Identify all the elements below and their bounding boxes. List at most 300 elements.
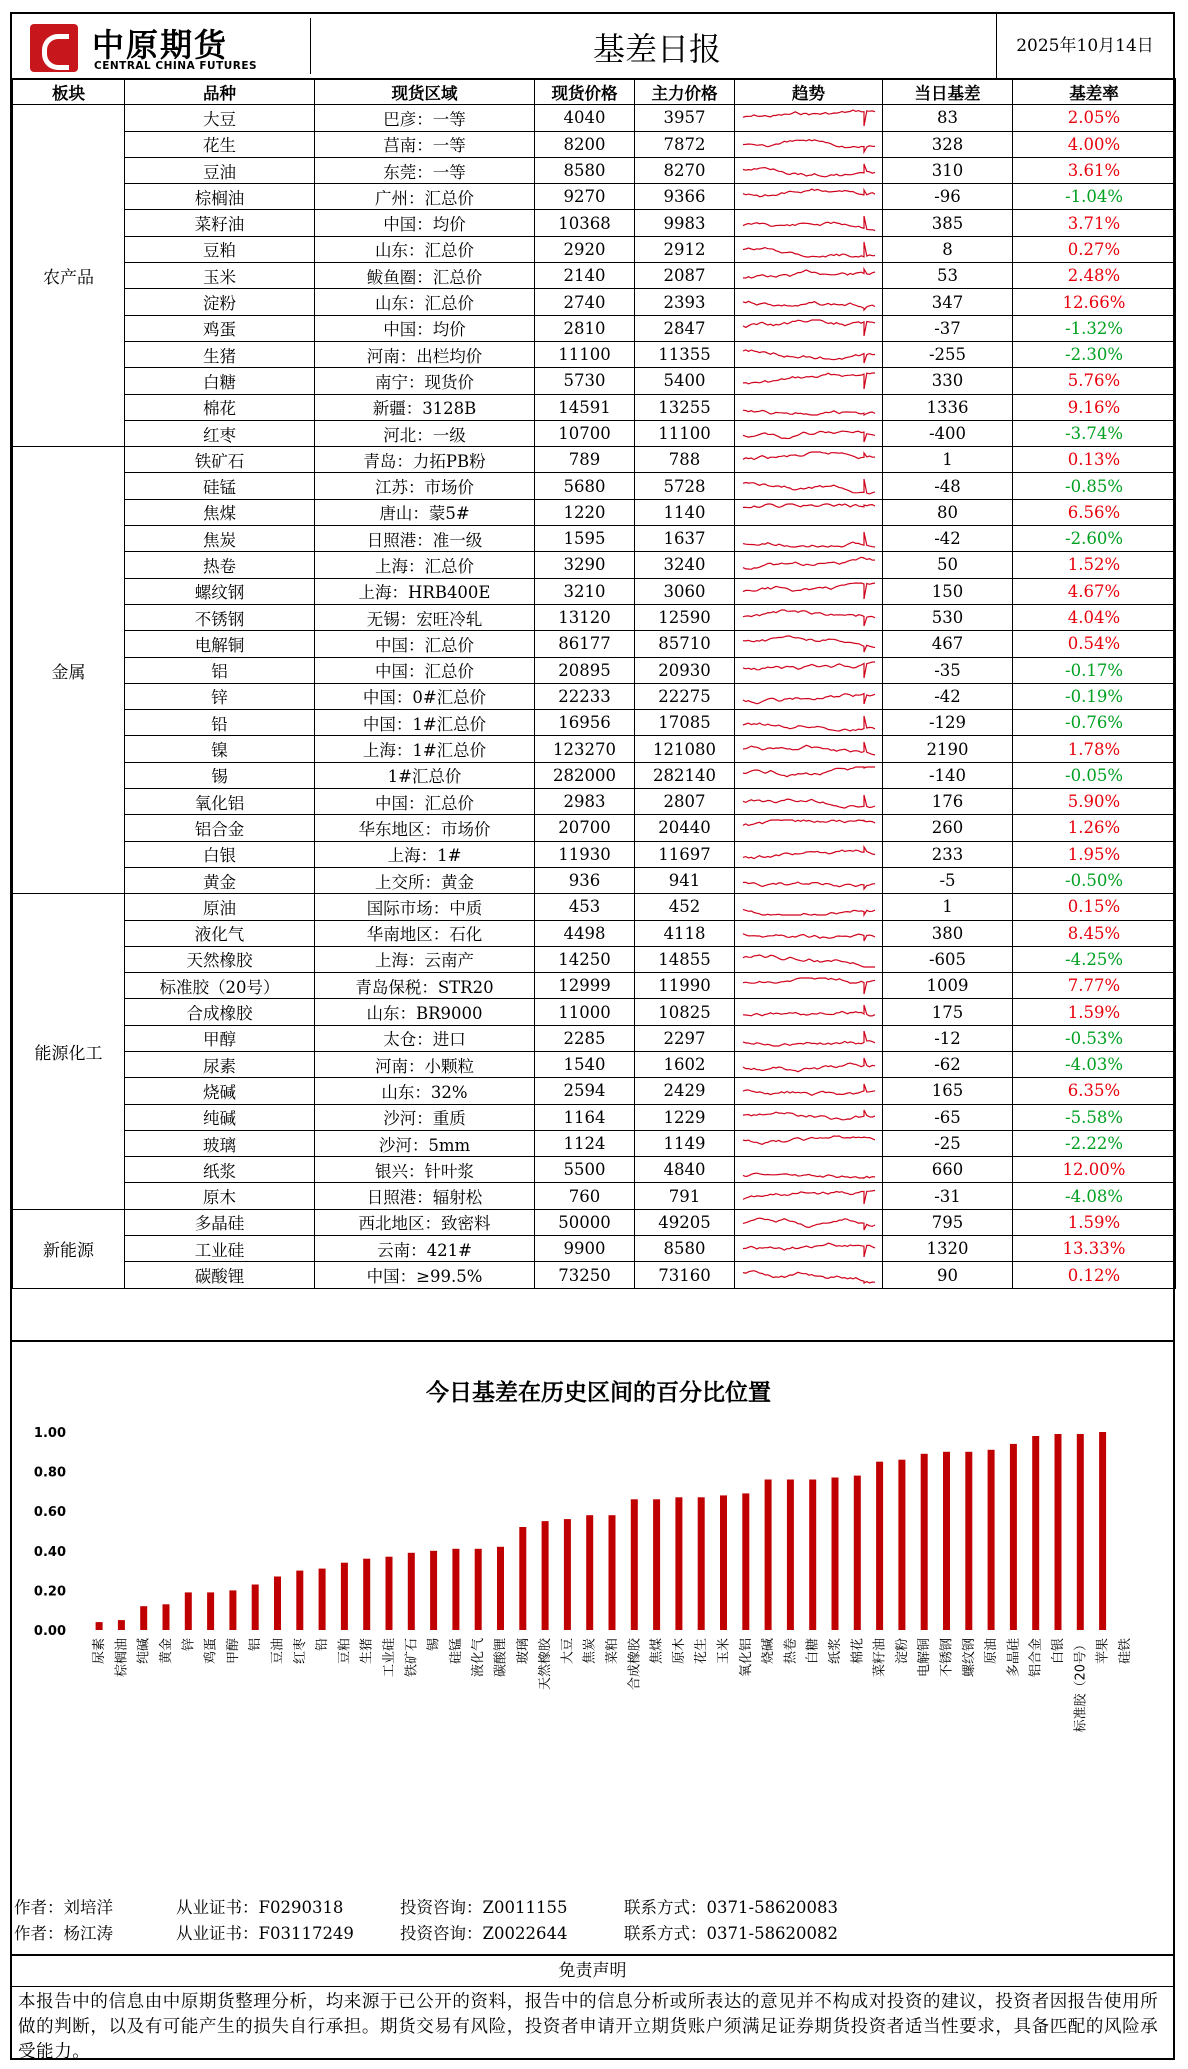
bar-甲醇 xyxy=(229,1590,236,1630)
trend-sparkline xyxy=(735,1078,883,1104)
table-row xyxy=(13,394,1176,420)
trend-sparkline xyxy=(735,1157,883,1183)
table-row xyxy=(13,184,1176,210)
bar-合成橡胶 xyxy=(631,1499,638,1630)
trend-line xyxy=(743,373,875,389)
spot-region-cell: 江苏：市场价 xyxy=(315,473,535,499)
trend-sparkline xyxy=(735,289,883,315)
basis-cell: 90 xyxy=(883,1262,1013,1288)
trend-line xyxy=(743,955,875,967)
x-tick-label: 大豆 xyxy=(560,1638,576,1665)
y-tick-label: 0.80 xyxy=(33,1465,66,1481)
y-tick-label: 0.00 xyxy=(33,1624,66,1639)
trend-line xyxy=(743,694,875,704)
basis-rate-cell: 6.56% xyxy=(1013,499,1176,525)
spot-region-cell: 河南：出栏均价 xyxy=(315,341,535,367)
bar-铝合金 xyxy=(1032,1436,1039,1630)
bar-电解铜 xyxy=(921,1454,928,1630)
sector-cell: 金属 xyxy=(13,447,125,894)
x-tick-label: 铅 xyxy=(315,1638,331,1652)
futures-price-cell: 13255 xyxy=(635,394,735,420)
basis-cell: -48 xyxy=(883,473,1013,499)
basis-rate-cell: -0.05% xyxy=(1013,762,1176,788)
trend-line xyxy=(743,767,875,777)
trend-line xyxy=(743,795,875,808)
trend-line xyxy=(743,320,875,336)
trend-sparkline xyxy=(735,789,883,815)
spot-region-cell: 中国：均价 xyxy=(315,210,535,236)
bar-黄金 xyxy=(163,1604,170,1630)
x-tick-label: 白糖 xyxy=(805,1638,821,1665)
trend-sparkline xyxy=(735,1104,883,1130)
trend-sparkline xyxy=(735,368,883,394)
spot-price-cell: 16956 xyxy=(535,710,635,736)
spot-price-cell: 5500 xyxy=(535,1157,635,1183)
table-row xyxy=(13,946,1176,972)
spot-price-cell: 20700 xyxy=(535,815,635,841)
spot-region-cell: 银兴：针叶浆 xyxy=(315,1157,535,1183)
variety-cell: 电解铜 xyxy=(125,631,315,657)
table-row xyxy=(13,1051,1176,1077)
spot-price-cell: 14591 xyxy=(535,394,635,420)
spot-price-cell: 8580 xyxy=(535,157,635,183)
table-row xyxy=(13,657,1176,683)
spot-region-cell: 河南：小颗粒 xyxy=(315,1051,535,1077)
basis-cell: 53 xyxy=(883,263,1013,289)
spot-region-cell: 山东：BR9000 xyxy=(315,999,535,1025)
spot-price-cell: 3290 xyxy=(535,552,635,578)
author-name: 作者：杨江涛 xyxy=(14,1924,113,1943)
basis-rate-cell: -0.19% xyxy=(1013,683,1176,709)
basis-cell: 50 xyxy=(883,552,1013,578)
basis-cell: 175 xyxy=(883,999,1013,1025)
bar-豆油 xyxy=(274,1577,281,1631)
basis-cell: 467 xyxy=(883,631,1013,657)
trend-line xyxy=(743,164,875,177)
table-row xyxy=(13,105,1176,131)
trend-sparkline xyxy=(735,473,883,499)
bar-液化气 xyxy=(475,1549,482,1630)
trend-sparkline xyxy=(735,1130,883,1156)
trend-line xyxy=(743,189,875,197)
basis-rate-cell: 0.27% xyxy=(1013,236,1176,262)
table-row xyxy=(13,999,1176,1025)
variety-cell: 纯碱 xyxy=(125,1104,315,1130)
basis-rate-cell: -4.03% xyxy=(1013,1051,1176,1077)
x-tick-label: 天然橡胶 xyxy=(538,1638,554,1691)
spot-price-cell: 10700 xyxy=(535,420,635,446)
variety-cell: 生猪 xyxy=(125,341,315,367)
futures-price-cell: 4118 xyxy=(635,920,735,946)
x-tick-label: 豆粕 xyxy=(337,1638,353,1665)
futures-price-cell: 9983 xyxy=(635,210,735,236)
bar-锡 xyxy=(430,1551,437,1630)
trend-sparkline xyxy=(735,920,883,946)
bar-白银 xyxy=(1055,1434,1062,1630)
table-row xyxy=(13,1236,1176,1262)
spot-price-cell: 453 xyxy=(535,894,635,920)
trend-sparkline xyxy=(735,1183,883,1209)
futures-price-cell: 10825 xyxy=(635,999,735,1025)
table-row xyxy=(13,473,1176,499)
bar-豆粕 xyxy=(341,1563,348,1630)
spot-region-cell: 南宁：现货价 xyxy=(315,368,535,394)
spot-price-cell: 1595 xyxy=(535,526,635,552)
variety-cell: 白银 xyxy=(125,841,315,867)
spot-region-cell: 西北地区：致密料 xyxy=(315,1209,535,1235)
trend-sparkline xyxy=(735,736,883,762)
basis-rate-cell: 2.05% xyxy=(1013,105,1176,131)
spot-region-cell: 山东：汇总价 xyxy=(315,236,535,262)
spot-region-cell: 山东：32% xyxy=(315,1078,535,1104)
bar-烧碱 xyxy=(765,1480,772,1631)
author-name: 作者：刘培洋 xyxy=(14,1898,113,1917)
variety-cell: 碳酸锂 xyxy=(125,1262,315,1288)
basis-cell: 1336 xyxy=(883,394,1013,420)
table-row xyxy=(13,1262,1176,1288)
futures-price-cell: 3060 xyxy=(635,578,735,604)
trend-line xyxy=(743,532,875,547)
x-tick-label: 白银 xyxy=(1051,1638,1066,1665)
x-tick-label: 黄金 xyxy=(159,1638,174,1665)
spot-price-cell: 789 xyxy=(535,447,635,473)
report-title: 基差日报 xyxy=(592,30,721,68)
bar-白糖 xyxy=(809,1480,816,1631)
col-header-spot-region: 现货区域 xyxy=(315,79,535,105)
x-tick-label: 焦炭 xyxy=(582,1638,598,1665)
basis-cell: -37 xyxy=(883,315,1013,341)
x-tick-label: 铝合金 xyxy=(1028,1638,1044,1678)
trend-sparkline xyxy=(735,552,883,578)
author-advice: 投资咨询：Z0022644 xyxy=(400,1924,568,1943)
spot-price-cell: 50000 xyxy=(535,1209,635,1235)
x-tick-label: 纯碱 xyxy=(136,1638,152,1665)
basis-cell: 380 xyxy=(883,920,1013,946)
trend-sparkline xyxy=(735,184,883,210)
futures-price-cell: 4840 xyxy=(635,1157,735,1183)
spot-price-cell: 86177 xyxy=(535,631,635,657)
futures-price-cell: 1140 xyxy=(635,499,735,525)
variety-cell: 焦炭 xyxy=(125,526,315,552)
y-tick-label: 1.00 xyxy=(33,1426,66,1441)
basis-rate-cell: 1.95% xyxy=(1013,841,1176,867)
spot-region-cell: 青岛保税：STR20 xyxy=(315,973,535,999)
bar-铅 xyxy=(319,1569,326,1630)
x-tick-label: 锡 xyxy=(426,1638,442,1652)
futures-price-cell: 2297 xyxy=(635,1025,735,1051)
author-advice: 投资咨询：Z0011155 xyxy=(400,1898,568,1917)
table-row xyxy=(13,867,1176,893)
variety-cell: 淀粉 xyxy=(125,289,315,315)
variety-cell: 棕榈油 xyxy=(125,184,315,210)
table-row xyxy=(13,157,1176,183)
logo-cn-text: 中原期货 xyxy=(92,26,229,64)
bar-菜籽油 xyxy=(876,1462,883,1630)
basis-cell: 233 xyxy=(883,841,1013,867)
table-row xyxy=(13,447,1176,473)
section-divider xyxy=(12,1340,1173,1342)
company-logo xyxy=(20,18,311,74)
col-header-basis: 当日基差 xyxy=(883,79,1013,105)
basis-rate-cell: -0.85% xyxy=(1013,473,1176,499)
table-row xyxy=(13,789,1176,815)
variety-cell: 铝 xyxy=(125,657,315,683)
trend-line xyxy=(743,583,875,599)
basis-cell: -400 xyxy=(883,420,1013,446)
futures-price-cell: 1229 xyxy=(635,1104,735,1130)
basis-rate-cell: 6.35% xyxy=(1013,1078,1176,1104)
y-tick-label: 0.20 xyxy=(33,1584,66,1600)
sector-cell: 能源化工 xyxy=(13,894,125,1210)
trend-sparkline xyxy=(735,1051,883,1077)
basis-cell: -12 xyxy=(883,1025,1013,1051)
col-header-sector: 板块 xyxy=(13,79,125,105)
trend-line xyxy=(743,1005,875,1016)
spot-price-cell: 2140 xyxy=(535,263,635,289)
variety-cell: 焦煤 xyxy=(125,499,315,525)
spot-region-cell: 沙河：5mm xyxy=(315,1130,535,1156)
basis-cell: 1 xyxy=(883,894,1013,920)
spot-price-cell: 2920 xyxy=(535,236,635,262)
basis-rate-cell: 0.12% xyxy=(1013,1262,1176,1288)
variety-cell: 原油 xyxy=(125,894,315,920)
x-tick-label: 合成橡胶 xyxy=(627,1638,643,1691)
futures-price-cell: 1602 xyxy=(635,1051,735,1077)
spot-region-cell: 日照港：准一级 xyxy=(315,526,535,552)
basis-rate-cell: -2.22% xyxy=(1013,1130,1176,1156)
basis-cell: 330 xyxy=(883,368,1013,394)
x-tick-label: 烧碱 xyxy=(761,1638,777,1665)
variety-cell: 螺纹钢 xyxy=(125,578,315,604)
bar-工业硅 xyxy=(386,1557,393,1630)
trend-line xyxy=(743,350,875,363)
futures-price-cell: 7872 xyxy=(635,131,735,157)
spot-region-cell: 中国：汇总价 xyxy=(315,657,535,683)
variety-cell: 氧化铝 xyxy=(125,789,315,815)
trend-sparkline xyxy=(735,1262,883,1288)
futures-price-cell: 8580 xyxy=(635,1236,735,1262)
bar-纯碱 xyxy=(140,1606,147,1630)
report-date: 2025年10月14日 xyxy=(996,14,1173,78)
futures-price-cell: 8270 xyxy=(635,157,735,183)
x-tick-label: 菜籽油 xyxy=(872,1638,888,1678)
trend-line xyxy=(743,140,875,152)
trend-sparkline xyxy=(735,394,883,420)
futures-price-cell: 452 xyxy=(635,894,735,920)
basis-cell: 150 xyxy=(883,578,1013,604)
spot-price-cell: 11100 xyxy=(535,341,635,367)
table-row xyxy=(13,236,1176,262)
x-tick-label: 苹果 xyxy=(1095,1638,1111,1665)
spot-region-cell: 华南地区：石化 xyxy=(315,920,535,946)
table-row xyxy=(13,736,1176,762)
table-row xyxy=(13,1183,1176,1209)
futures-price-cell: 11100 xyxy=(635,420,735,446)
trend-sparkline xyxy=(735,683,883,709)
basis-cell: -62 xyxy=(883,1051,1013,1077)
futures-price-cell: 3240 xyxy=(635,552,735,578)
spot-region-cell: 1#汇总价 xyxy=(315,762,535,788)
trend-line xyxy=(743,610,875,626)
basis-cell: -25 xyxy=(883,1130,1013,1156)
trend-sparkline xyxy=(735,526,883,552)
table-row xyxy=(13,1209,1176,1235)
futures-price-cell: 11697 xyxy=(635,841,735,867)
futures-price-cell: 12590 xyxy=(635,604,735,630)
trend-line xyxy=(743,110,875,126)
basis-rate-cell: -4.08% xyxy=(1013,1183,1176,1209)
bar-热卷 xyxy=(787,1480,794,1631)
spot-price-cell: 2594 xyxy=(535,1078,635,1104)
trend-sparkline xyxy=(735,710,883,736)
spot-price-cell: 760 xyxy=(535,1183,635,1209)
trend-sparkline xyxy=(735,604,883,630)
x-tick-label: 淀粉 xyxy=(894,1638,910,1665)
trend-sparkline xyxy=(735,499,883,525)
trend-line xyxy=(743,452,875,460)
trend-sparkline xyxy=(735,762,883,788)
variety-cell: 标准胶（20号） xyxy=(125,973,315,999)
spot-region-cell: 中国：均价 xyxy=(315,315,535,341)
trend-sparkline xyxy=(735,1025,883,1051)
variety-cell: 花生 xyxy=(125,131,315,157)
trend-sparkline xyxy=(735,578,883,604)
bar-锌 xyxy=(185,1592,192,1630)
spot-region-cell: 中国：1#汇总价 xyxy=(315,710,535,736)
basis-rate-cell: 0.13% xyxy=(1013,447,1176,473)
variety-cell: 玻璃 xyxy=(125,1130,315,1156)
trend-sparkline xyxy=(735,946,883,972)
spot-region-cell: 太仓：进口 xyxy=(315,1025,535,1051)
trend-line xyxy=(743,557,875,569)
x-tick-label: 氧化铝 xyxy=(738,1638,754,1678)
disclaimer-text: 本报告中的信息由中原期货整理分析，均来源于已公开的资料，报告中的信息分析或所表达的意见并不构成对投资的建议，投资者因报告使用所做的判断，以及有可能产生的损失自行承担。期货交易有风险，投资者申请开立期货账户须满足证券期货投资者适当性要求，具备匹配的风险承受能力。 xyxy=(18,1992,1159,2062)
trend-sparkline xyxy=(735,894,883,920)
spot-region-cell: 新疆：3128B xyxy=(315,394,535,420)
x-tick-label: 豆油 xyxy=(270,1638,286,1665)
spot-price-cell: 123270 xyxy=(535,736,635,762)
col-header-futures-price: 主力价格 xyxy=(635,79,735,105)
spot-region-cell: 青岛：力拓PB粉 xyxy=(315,447,535,473)
basis-rate-cell: 1.59% xyxy=(1013,999,1176,1025)
x-tick-label: 螺纹钢 xyxy=(961,1638,977,1678)
basis-cell: 530 xyxy=(883,604,1013,630)
bar-菜粕 xyxy=(609,1515,616,1630)
basis-cell: 2190 xyxy=(883,736,1013,762)
disclaimer-title: 免责声明 xyxy=(12,1954,1173,1987)
table-row xyxy=(13,683,1176,709)
spot-price-cell: 1540 xyxy=(535,1051,635,1077)
trend-line xyxy=(743,1173,875,1178)
futures-price-cell: 17085 xyxy=(635,710,735,736)
basis-rate-cell: 12.00% xyxy=(1013,1157,1176,1183)
spot-price-cell: 936 xyxy=(535,867,635,893)
basis-cell: 8 xyxy=(883,236,1013,262)
basis-cell: -140 xyxy=(883,762,1013,788)
spot-price-cell: 11000 xyxy=(535,999,635,1025)
x-tick-label: 液化气 xyxy=(471,1638,487,1678)
table-row xyxy=(13,841,1176,867)
bar-氧化铝 xyxy=(742,1493,749,1630)
variety-cell: 鸡蛋 xyxy=(125,315,315,341)
spot-price-cell: 2810 xyxy=(535,315,635,341)
spot-price-cell: 5730 xyxy=(535,368,635,394)
variety-cell: 铝合金 xyxy=(125,815,315,841)
variety-cell: 铁矿石 xyxy=(125,447,315,473)
spot-price-cell: 4498 xyxy=(535,920,635,946)
report-header xyxy=(12,14,1173,80)
basis-rate-cell: 1.52% xyxy=(1013,552,1176,578)
bar-碳酸锂 xyxy=(497,1547,504,1630)
table-row xyxy=(13,263,1176,289)
variety-cell: 镍 xyxy=(125,736,315,762)
variety-cell: 烧碱 xyxy=(125,1078,315,1104)
trend-line xyxy=(743,716,875,731)
spot-region-cell: 莒南：一等 xyxy=(315,131,535,157)
trend-line xyxy=(743,479,875,494)
basis-rate-cell: 12.66% xyxy=(1013,289,1176,315)
futures-price-cell: 2393 xyxy=(635,289,735,315)
spot-region-cell: 山东：汇总价 xyxy=(315,289,535,315)
trend-line xyxy=(743,1191,875,1205)
x-tick-label: 不锈钢 xyxy=(939,1638,955,1678)
basis-rate-cell: 3.61% xyxy=(1013,157,1176,183)
spot-region-cell: 沙河：重质 xyxy=(315,1104,535,1130)
table-row xyxy=(13,1157,1176,1183)
trend-line xyxy=(743,1243,875,1257)
futures-price-cell: 11355 xyxy=(635,341,735,367)
x-tick-label: 菜粕 xyxy=(605,1638,620,1665)
futures-price-cell: 788 xyxy=(635,447,735,473)
basis-cell: 1009 xyxy=(883,973,1013,999)
logo-en-text: CENTRAL CHINA FUTURES xyxy=(94,60,258,72)
trend-sparkline xyxy=(735,420,883,446)
sector-cell: 新能源 xyxy=(13,1209,125,1288)
variety-cell: 甲醇 xyxy=(125,1025,315,1051)
spot-region-cell: 唐山：蒙5# xyxy=(315,499,535,525)
variety-cell: 锡 xyxy=(125,762,315,788)
x-tick-label: 玉米 xyxy=(716,1638,732,1665)
variety-cell: 棉花 xyxy=(125,394,315,420)
trend-sparkline xyxy=(735,131,883,157)
table-row xyxy=(13,499,1176,525)
trend-line xyxy=(743,1271,875,1283)
bar-天然橡胶 xyxy=(542,1521,549,1630)
basis-rate-cell: -0.53% xyxy=(1013,1025,1176,1051)
percentile-chart-svg xyxy=(26,1354,1171,1849)
spot-region-cell: 日照港：辐射松 xyxy=(315,1183,535,1209)
basis-rate-cell: 5.76% xyxy=(1013,368,1176,394)
y-tick-label: 0.60 xyxy=(33,1505,66,1521)
variety-cell: 纸浆 xyxy=(125,1157,315,1183)
trend-sparkline xyxy=(735,236,883,262)
basis-rate-cell: -0.17% xyxy=(1013,657,1176,683)
table-row xyxy=(13,131,1176,157)
table-row xyxy=(13,368,1176,394)
futures-price-cell: 22275 xyxy=(635,683,735,709)
futures-price-cell: 282140 xyxy=(635,762,735,788)
variety-cell: 大豆 xyxy=(125,105,315,131)
basis-cell: 176 xyxy=(883,789,1013,815)
x-tick-label: 红枣 xyxy=(292,1638,308,1665)
futures-price-cell: 1637 xyxy=(635,526,735,552)
bar-玻璃 xyxy=(519,1527,526,1630)
trend-line xyxy=(743,1110,875,1120)
variety-cell: 豆油 xyxy=(125,157,315,183)
basis-rate-cell: 0.54% xyxy=(1013,631,1176,657)
spot-region-cell: 无锡：宏旺冷轧 xyxy=(315,604,535,630)
basis-cell: -96 xyxy=(883,184,1013,210)
